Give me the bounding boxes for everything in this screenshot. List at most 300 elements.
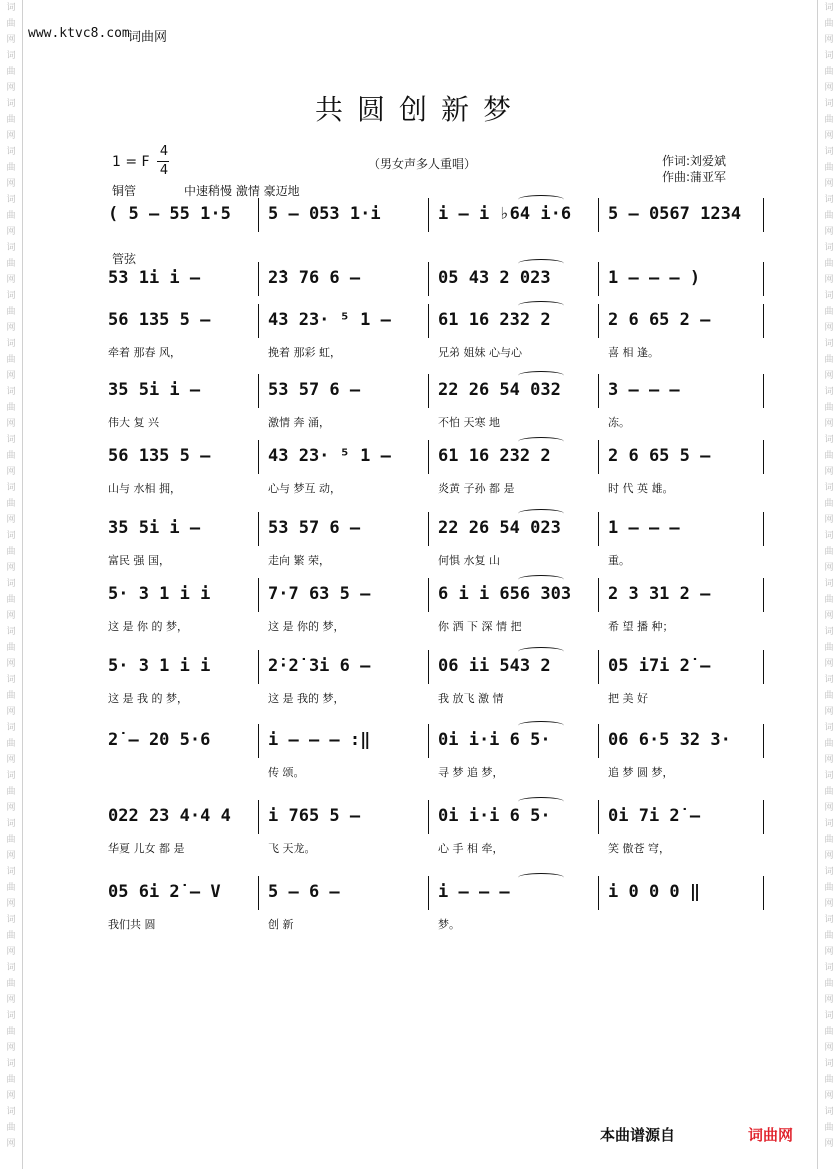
watermark-glyph: 网 [824, 371, 834, 381]
key-signature: 1 = F [112, 154, 150, 170]
watermark-glyph: 词 [6, 963, 16, 973]
score-line [108, 730, 768, 754]
bar-line [598, 724, 599, 758]
watermark-glyph: 网 [6, 467, 16, 477]
watermark-glyph: 网 [824, 611, 834, 621]
watermark-glyph: 曲 [6, 499, 16, 509]
watermark-glyph: 词 [6, 195, 16, 205]
watermark-glyph: 网 [6, 899, 16, 909]
score-line [108, 446, 768, 470]
measure: 56 135 5 – [108, 446, 211, 466]
watermark-glyph: 网 [6, 35, 16, 45]
watermark-glyph: 词 [824, 675, 834, 685]
watermark-glyph: 网 [6, 1043, 16, 1053]
lyric-segment: 笑 傲苍 穹， [608, 842, 670, 855]
lyric-line [108, 344, 768, 360]
watermark-glyph: 网 [824, 1139, 834, 1149]
watermark-glyph: 词 [6, 771, 16, 781]
bar-line [763, 578, 764, 612]
measure: 43 23· ⁵ 1 – [268, 446, 391, 466]
measure: 0i 7i 2̇ – [608, 806, 701, 826]
watermark-glyph: 词 [824, 243, 834, 253]
bar-line [598, 512, 599, 546]
lyric-line [108, 552, 768, 568]
measure: 22 26 54 023 [438, 518, 561, 538]
lyric-segment: 把 美 好 [608, 692, 648, 705]
watermark-glyph: 词 [6, 483, 16, 493]
watermark-glyph: 网 [824, 131, 834, 141]
bar-line [258, 800, 259, 834]
song-title: 共圆创新梦 [314, 93, 525, 126]
measure: 06 ii 543 2 [438, 656, 551, 676]
watermark-glyph: 词 [824, 195, 834, 205]
lyric-line [108, 414, 768, 430]
watermark-glyph: 曲 [824, 307, 834, 317]
watermark-glyph: 网 [824, 1043, 834, 1053]
tempo-marking: 中速稍慢 激情 豪迈地 [184, 184, 300, 198]
site-name: 词曲网 [128, 30, 168, 45]
score-line [108, 310, 768, 334]
measure: 53 1i i – [108, 268, 201, 288]
watermark-glyph: 网 [824, 227, 834, 237]
source-brand[interactable]: 词曲网 [748, 1126, 794, 1144]
slur-mark [518, 575, 564, 584]
lyric-segment: 心与 梦互 动， [268, 482, 341, 495]
watermark-glyph: 网 [6, 563, 16, 573]
lyric-segment: 激情 奔 涌， [268, 416, 330, 429]
bar-line [428, 724, 429, 758]
measure: 35 5i i – [108, 518, 201, 538]
watermark-glyph: 曲 [824, 883, 834, 893]
watermark-glyph: 曲 [824, 931, 834, 941]
bar-line [258, 374, 259, 408]
watermark-glyph: 词 [6, 51, 16, 61]
watermark-glyph: 网 [6, 659, 16, 669]
watermark-glyph: 曲 [6, 19, 16, 29]
lyric-line [108, 618, 768, 634]
bar-line [258, 650, 259, 684]
lyric-segment: 你 洒 下 深 情 把 [438, 620, 522, 633]
measure: 2 6 65 2 – [608, 310, 711, 330]
measure: 6 i i 656 303 [438, 584, 572, 604]
watermark-glyph: 词 [6, 675, 16, 685]
bar-line [258, 578, 259, 612]
watermark-glyph: 曲 [6, 1027, 16, 1037]
lyric-segment: 寻 梦 追 梦， [438, 766, 504, 779]
watermark-glyph: 网 [6, 419, 16, 429]
lyric-segment: 传 颂。 [268, 766, 305, 779]
watermark-glyph: 网 [824, 755, 834, 765]
score-line [108, 882, 768, 906]
watermark-glyph: 网 [6, 371, 16, 381]
lyric-line [108, 690, 768, 706]
watermark-glyph: 曲 [824, 451, 834, 461]
bar-line [763, 512, 764, 546]
watermark-glyph: 网 [6, 803, 16, 813]
watermark-glyph: 曲 [6, 163, 16, 173]
time-signature-divider [157, 161, 169, 162]
bar-line [598, 262, 599, 296]
watermark-glyph: 曲 [6, 355, 16, 365]
measure: 5 – 053 1·i [268, 204, 381, 224]
measure: 1 – – – ) [608, 268, 701, 288]
lyric-segment: 这 是 你的 梦， [268, 620, 345, 633]
watermark-glyph: 词 [824, 771, 834, 781]
measure: 5· 3 1 i i [108, 584, 211, 604]
watermark-glyph: 网 [6, 611, 16, 621]
left-watermark-strip [0, 0, 23, 1169]
measure: 61 16 232 2 [438, 446, 551, 466]
slur-mark [518, 797, 564, 806]
bar-line [258, 198, 259, 232]
measure: 5· 3 1 i i [108, 656, 211, 676]
bar-line [428, 578, 429, 612]
watermark-glyph: 曲 [824, 1075, 834, 1085]
watermark-glyph: 曲 [824, 691, 834, 701]
measure: 61 16 232 2 [438, 310, 551, 330]
watermark-glyph: 曲 [824, 211, 834, 221]
measure: i – – – [438, 882, 510, 902]
watermark-glyph: 词 [824, 435, 834, 445]
watermark-glyph: 曲 [824, 979, 834, 989]
lyric-segment: 这 是 你 的 梦， [108, 620, 188, 633]
watermark-glyph: 网 [6, 707, 16, 717]
lyric-segment: 挽着 那彩 虹， [268, 346, 341, 359]
measure: 35 5i i – [108, 380, 201, 400]
lyric-segment: 飞 天龙。 [268, 842, 316, 855]
watermark-glyph: 曲 [6, 691, 16, 701]
lyric-segment: 何惧 水复 山 [438, 554, 500, 567]
site-url[interactable]: www.ktvc8.com [28, 26, 130, 41]
slur-mark [518, 873, 564, 882]
bar-line [428, 262, 429, 296]
performers-note: （男女声多人重唱） [368, 157, 477, 171]
watermark-glyph: 词 [6, 531, 16, 541]
watermark-glyph: 网 [6, 131, 16, 141]
measure: 2̇·2̇ 3i 6 – [268, 656, 371, 676]
watermark-glyph: 网 [824, 947, 834, 957]
score-line [108, 584, 768, 608]
watermark-glyph: 词 [6, 1107, 16, 1117]
watermark-glyph: 词 [6, 723, 16, 733]
watermark-glyph: 词 [824, 51, 834, 61]
measure: 022 23 4·4 4 [108, 806, 231, 826]
bar-line [258, 262, 259, 296]
lyric-segment: 我们共 圆 [108, 918, 156, 931]
watermark-glyph: 词 [6, 819, 16, 829]
watermark-glyph: 网 [6, 227, 16, 237]
measure: i – – – :‖ [268, 730, 371, 750]
watermark-glyph: 网 [824, 563, 834, 573]
bar-line [598, 198, 599, 232]
watermark-glyph: 网 [6, 947, 16, 957]
watermark-glyph: 曲 [824, 355, 834, 365]
bar-line [598, 876, 599, 910]
measure: i 0 0 0 ‖ [608, 882, 701, 902]
watermark-glyph: 词 [6, 435, 16, 445]
watermark-glyph: 词 [6, 1059, 16, 1069]
measure: 06 6·5 32 3· [608, 730, 731, 750]
measure: 7·7 63 5 – [268, 584, 371, 604]
measure: 56 135 5 – [108, 310, 211, 330]
lyric-segment: 重。 [608, 554, 630, 567]
watermark-glyph: 词 [824, 579, 834, 589]
watermark-glyph: 曲 [6, 739, 16, 749]
slur-mark [518, 437, 564, 446]
score-line [108, 656, 768, 680]
bar-line [598, 800, 599, 834]
watermark-glyph: 词 [6, 3, 16, 13]
watermark-glyph: 曲 [6, 547, 16, 557]
measure: 0i i·i 6 5· [438, 806, 551, 826]
watermark-glyph: 词 [824, 915, 834, 925]
measure: 5 – 6 – [268, 882, 340, 902]
watermark-glyph: 词 [824, 819, 834, 829]
bar-line [763, 650, 764, 684]
lyric-segment: 这 是 我 的 梦， [108, 692, 188, 705]
watermark-glyph: 网 [824, 275, 834, 285]
watermark-glyph: 词 [824, 483, 834, 493]
bar-line [763, 262, 764, 296]
lyricist: 作词:刘爱斌 [662, 154, 727, 168]
watermark-glyph: 网 [824, 659, 834, 669]
watermark-glyph: 曲 [824, 787, 834, 797]
watermark-glyph: 词 [824, 1107, 834, 1117]
measure: 2̇ – 20 5·6 [108, 730, 211, 750]
bar-line [598, 578, 599, 612]
measure: 53 57 6 – [268, 380, 361, 400]
watermark-glyph: 网 [824, 851, 834, 861]
watermark-glyph: 网 [824, 35, 834, 45]
slur-mark [518, 301, 564, 310]
measure: 05 43 2 023 [438, 268, 551, 288]
lyric-segment: 这 是 我的 梦， [268, 692, 345, 705]
bar-line [763, 800, 764, 834]
watermark-glyph: 曲 [6, 787, 16, 797]
strings-label: 管弦 [112, 252, 137, 266]
slur-mark [518, 259, 564, 268]
watermark-glyph: 曲 [6, 883, 16, 893]
bar-line [258, 724, 259, 758]
right-watermark-strip [817, 0, 840, 1169]
watermark-glyph: 词 [824, 147, 834, 157]
watermark-glyph: 词 [6, 291, 16, 301]
bar-line [258, 876, 259, 910]
watermark-glyph: 词 [824, 963, 834, 973]
lyric-segment: 创 新 [268, 918, 294, 931]
lyric-segment: 伟大 复 兴 [108, 416, 159, 429]
lyric-segment: 走向 繁 荣， [268, 554, 330, 567]
watermark-glyph: 词 [6, 1011, 16, 1021]
time-signature-bottom: 4 [159, 163, 169, 178]
lyric-segment: 冻。 [608, 416, 630, 429]
watermark-glyph: 网 [824, 419, 834, 429]
watermark-glyph: 网 [6, 1139, 16, 1149]
watermark-glyph: 网 [6, 179, 16, 189]
watermark-glyph: 曲 [6, 211, 16, 221]
watermark-glyph: 网 [824, 179, 834, 189]
instrument-label: 铜管 [112, 184, 137, 198]
time-signature-top: 4 [159, 144, 169, 159]
bar-line [598, 374, 599, 408]
watermark-glyph: 词 [824, 531, 834, 541]
watermark-glyph: 网 [6, 755, 16, 765]
lyric-line [108, 480, 768, 496]
composer: 作曲:蒲亚军 [662, 170, 727, 184]
watermark-glyph: 词 [824, 99, 834, 109]
measure: 3 – – – [608, 380, 680, 400]
watermark-glyph: 曲 [6, 595, 16, 605]
bar-line [598, 650, 599, 684]
watermark-glyph: 曲 [824, 67, 834, 77]
watermark-glyph: 词 [6, 147, 16, 157]
watermark-glyph: 网 [6, 83, 16, 93]
bar-line [428, 440, 429, 474]
lyric-segment: 我 放飞 激 情 [438, 692, 504, 705]
bar-line [428, 198, 429, 232]
lyric-line [108, 840, 768, 856]
measure: 5 – 0567 1234 [608, 204, 742, 224]
watermark-glyph: 词 [824, 723, 834, 733]
watermark-glyph: 曲 [824, 403, 834, 413]
lyric-line [108, 916, 768, 932]
score-line [108, 268, 768, 292]
score-line [108, 518, 768, 542]
watermark-glyph: 词 [6, 867, 16, 877]
watermark-glyph: 曲 [6, 1075, 16, 1085]
lyric-segment: 不怕 天寒 地 [438, 416, 500, 429]
watermark-glyph: 词 [6, 339, 16, 349]
watermark-glyph: 网 [824, 467, 834, 477]
watermark-glyph: 词 [824, 1011, 834, 1021]
bar-line [763, 304, 764, 338]
watermark-glyph: 曲 [824, 739, 834, 749]
bar-line [428, 374, 429, 408]
lyric-segment: 喜 相 逢。 [608, 346, 659, 359]
bar-line [258, 440, 259, 474]
bar-line [598, 304, 599, 338]
measure: 2 6 65 5 – [608, 446, 711, 466]
slur-mark [518, 647, 564, 656]
measure: i 765 5 – [268, 806, 361, 826]
watermark-glyph: 网 [824, 803, 834, 813]
watermark-glyph: 词 [824, 3, 834, 13]
slur-mark [518, 195, 564, 204]
bar-line [428, 304, 429, 338]
watermark-glyph: 曲 [824, 499, 834, 509]
watermark-glyph: 曲 [6, 979, 16, 989]
watermark-glyph: 网 [6, 995, 16, 1005]
watermark-glyph: 词 [824, 627, 834, 637]
lyric-segment: 追 梦 圆 梦， [608, 766, 674, 779]
lyric-segment: 华夏 儿女 都 是 [108, 842, 185, 855]
bar-line [258, 512, 259, 546]
watermark-glyph: 曲 [824, 643, 834, 653]
score-line [108, 380, 768, 404]
measure: 53 57 6 – [268, 518, 361, 538]
watermark-glyph: 词 [824, 387, 834, 397]
measure: 22 26 54 032 [438, 380, 561, 400]
score-line [108, 806, 768, 830]
watermark-glyph: 曲 [824, 259, 834, 269]
watermark-glyph: 网 [824, 515, 834, 525]
measure: 1 – – – [608, 518, 680, 538]
watermark-glyph: 网 [6, 515, 16, 525]
watermark-glyph: 曲 [824, 163, 834, 173]
bar-line [763, 198, 764, 232]
watermark-glyph: 网 [6, 1091, 16, 1101]
bar-line [763, 374, 764, 408]
watermark-glyph: 网 [824, 707, 834, 717]
bar-line [428, 512, 429, 546]
watermark-glyph: 网 [824, 1091, 834, 1101]
watermark-glyph: 曲 [6, 835, 16, 845]
watermark-glyph: 网 [824, 899, 834, 909]
score-line [108, 204, 768, 228]
bar-line [763, 724, 764, 758]
bar-line [428, 650, 429, 684]
measure: 2 3 31 2 – [608, 584, 711, 604]
watermark-glyph: 网 [6, 851, 16, 861]
bar-line [598, 440, 599, 474]
measure: 05 6i 2̇ – V [108, 882, 221, 902]
watermark-glyph: 曲 [6, 403, 16, 413]
lyric-segment: 牵着 那春 风， [108, 346, 181, 359]
lyric-segment: 时 代 英 雄。 [608, 482, 674, 495]
watermark-glyph: 词 [6, 99, 16, 109]
measure: 2̇3 76 6 – [268, 268, 361, 288]
lyric-segment: 兄弟 姐妹 心与心 [438, 346, 522, 359]
watermark-glyph: 词 [6, 627, 16, 637]
watermark-glyph: 词 [6, 915, 16, 925]
measure: ( 5 – 55 1·5 [108, 204, 231, 224]
watermark-glyph: 词 [824, 1059, 834, 1069]
watermark-glyph: 曲 [824, 19, 834, 29]
watermark-glyph: 词 [824, 867, 834, 877]
lyric-segment: 希 望 播 种； [608, 620, 674, 633]
measure: 43 23· ⁵ 1 – [268, 310, 391, 330]
lyric-segment: 富民 强 国， [108, 554, 170, 567]
watermark-glyph: 曲 [6, 67, 16, 77]
bar-line [763, 440, 764, 474]
watermark-glyph: 网 [6, 323, 16, 333]
watermark-glyph: 网 [824, 995, 834, 1005]
watermark-glyph: 曲 [6, 643, 16, 653]
bar-line [763, 876, 764, 910]
watermark-glyph: 曲 [824, 835, 834, 845]
measure: i – i ♭64 i·6 [438, 204, 572, 224]
watermark-glyph: 词 [824, 339, 834, 349]
watermark-glyph: 曲 [824, 1123, 834, 1133]
lyric-segment: 梦。 [438, 918, 460, 931]
lyric-line [108, 764, 768, 780]
bar-line [428, 800, 429, 834]
watermark-glyph: 词 [6, 243, 16, 253]
watermark-glyph: 网 [6, 275, 16, 285]
watermark-glyph: 曲 [6, 1123, 16, 1133]
watermark-glyph: 曲 [824, 1027, 834, 1037]
watermark-glyph: 曲 [824, 115, 834, 125]
watermark-glyph: 网 [824, 323, 834, 333]
lyric-segment: 山与 水相 拥， [108, 482, 181, 495]
watermark-glyph: 曲 [6, 307, 16, 317]
slur-mark [518, 371, 564, 380]
watermark-glyph: 词 [6, 579, 16, 589]
watermark-glyph: 曲 [6, 259, 16, 269]
watermark-glyph: 曲 [824, 547, 834, 557]
watermark-glyph: 词 [824, 291, 834, 301]
measure: 05 i7i 2̇ – [608, 656, 711, 676]
